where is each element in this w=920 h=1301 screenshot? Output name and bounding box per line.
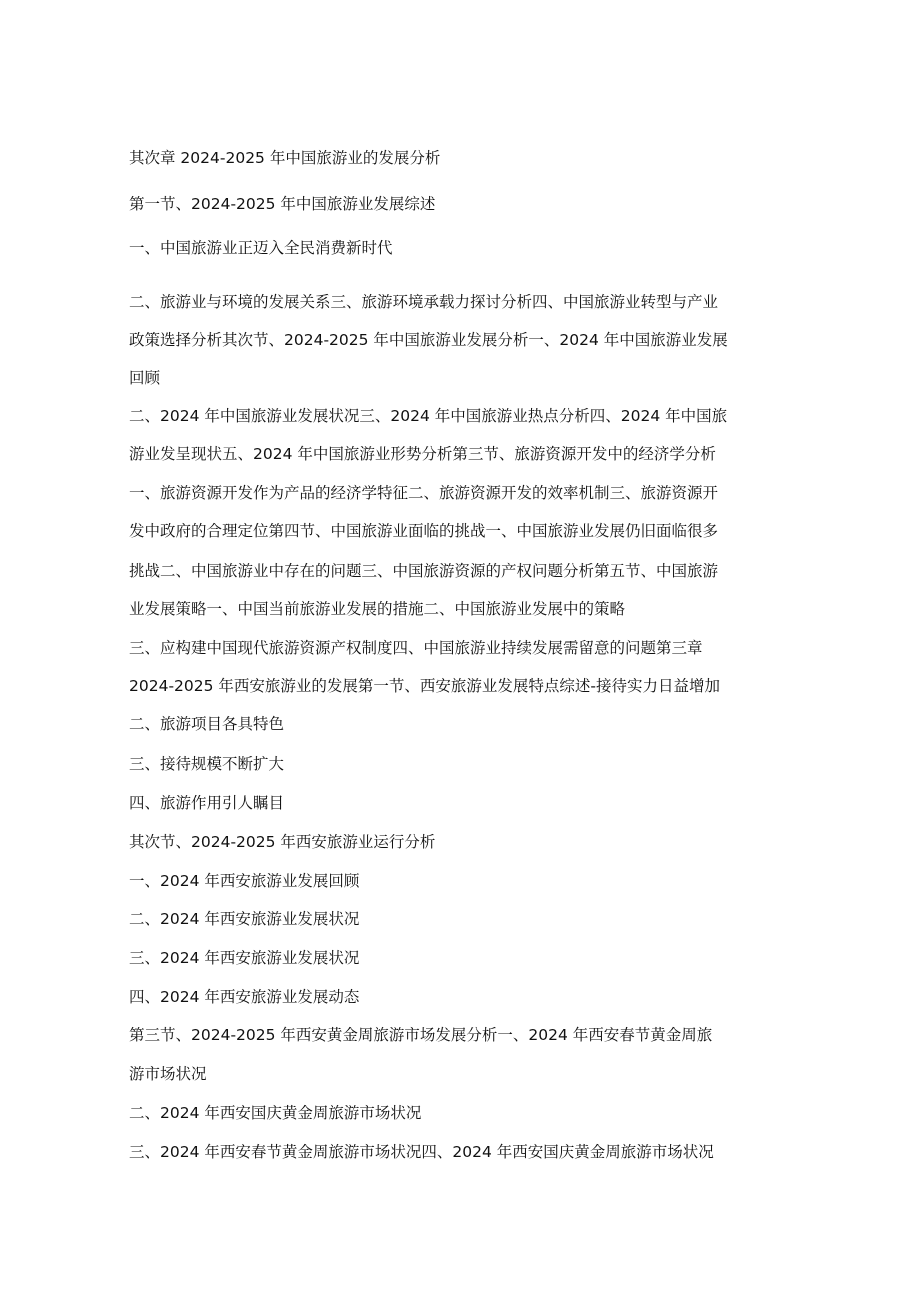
toc-line: 二、2024 年中国旅游业发展状况三、2024 年中国旅游业热点分析四、2024 年中国旅 <box>129 407 728 425</box>
chapter-heading: 其次章 2024-2025 年中国旅游业的发展分析 <box>129 149 441 167</box>
toc-line: 游市场状况 <box>129 1065 207 1083</box>
section-heading: 其次节、2024-2025 年西安旅游业运行分析 <box>129 833 436 851</box>
toc-line: 2024-2025 年西安旅游业的发展第一节、西安旅游业发展特点综述-接待实力日益增加 <box>129 677 721 695</box>
toc-line: 发中政府的合理定位第四节、中国旅游业面临的挑战一、中国旅游业发展仍旧面临很多 <box>129 522 719 540</box>
toc-line: 回顾 <box>129 369 161 387</box>
toc-line: 一、旅游资源开发作为产品的经济学特征二、旅游资源开发的效率机制三、旅游资源开 <box>129 484 719 502</box>
toc-line: 一、中国旅游业正迈入全民消费新时代 <box>129 239 393 257</box>
toc-line: 一、2024 年西安旅游业发展回顾 <box>129 872 360 890</box>
toc-line: 四、2024 年西安旅游业发展动态 <box>129 988 360 1006</box>
toc-line: 三、接待规模不断扩大 <box>129 755 285 773</box>
toc-line: 政策选择分析其次节、2024-2025 年中国旅游业发展分析一、2024 年中国旅游业发展 <box>129 331 728 349</box>
section-heading: 第一节、2024-2025 年中国旅游业发展综述 <box>129 195 436 213</box>
toc-line: 三、2024 年西安旅游业发展状况 <box>129 949 360 967</box>
toc-line: 游业发呈现状五、2024 年中国旅游业形势分析第三节、旅游资源开发中的经济学分析 <box>129 445 716 463</box>
toc-line: 二、2024 年西安旅游业发展状况 <box>129 910 360 928</box>
toc-line: 二、旅游业与环境的发展关系三、旅游环境承载力探讨分析四、中国旅游业转型与产业 <box>129 293 719 311</box>
toc-line: 三、应构建中国现代旅游资源产权制度四、中国旅游业持续发展需留意的问题第三章 <box>129 639 703 657</box>
toc-line: 三、2024 年西安春节黄金周旅游市场状况四、2024 年西安国庆黄金周旅游市场状况 <box>129 1143 714 1161</box>
toc-line: 挑战二、中国旅游业中存在的问题三、中国旅游资源的产权问题分析第五节、中国旅游 <box>129 562 719 580</box>
toc-line: 二、旅游项目各具特色 <box>129 715 285 733</box>
toc-line: 业发展策略一、中国当前旅游业发展的措施二、中国旅游业发展中的策略 <box>129 600 626 618</box>
toc-line: 四、旅游作用引人瞩目 <box>129 794 285 812</box>
toc-line: 二、2024 年西安国庆黄金周旅游市场状况 <box>129 1104 422 1122</box>
section-heading: 第三节、2024-2025 年西安黄金周旅游市场发展分析一、2024 年西安春节黄金周旅 <box>129 1026 713 1044</box>
